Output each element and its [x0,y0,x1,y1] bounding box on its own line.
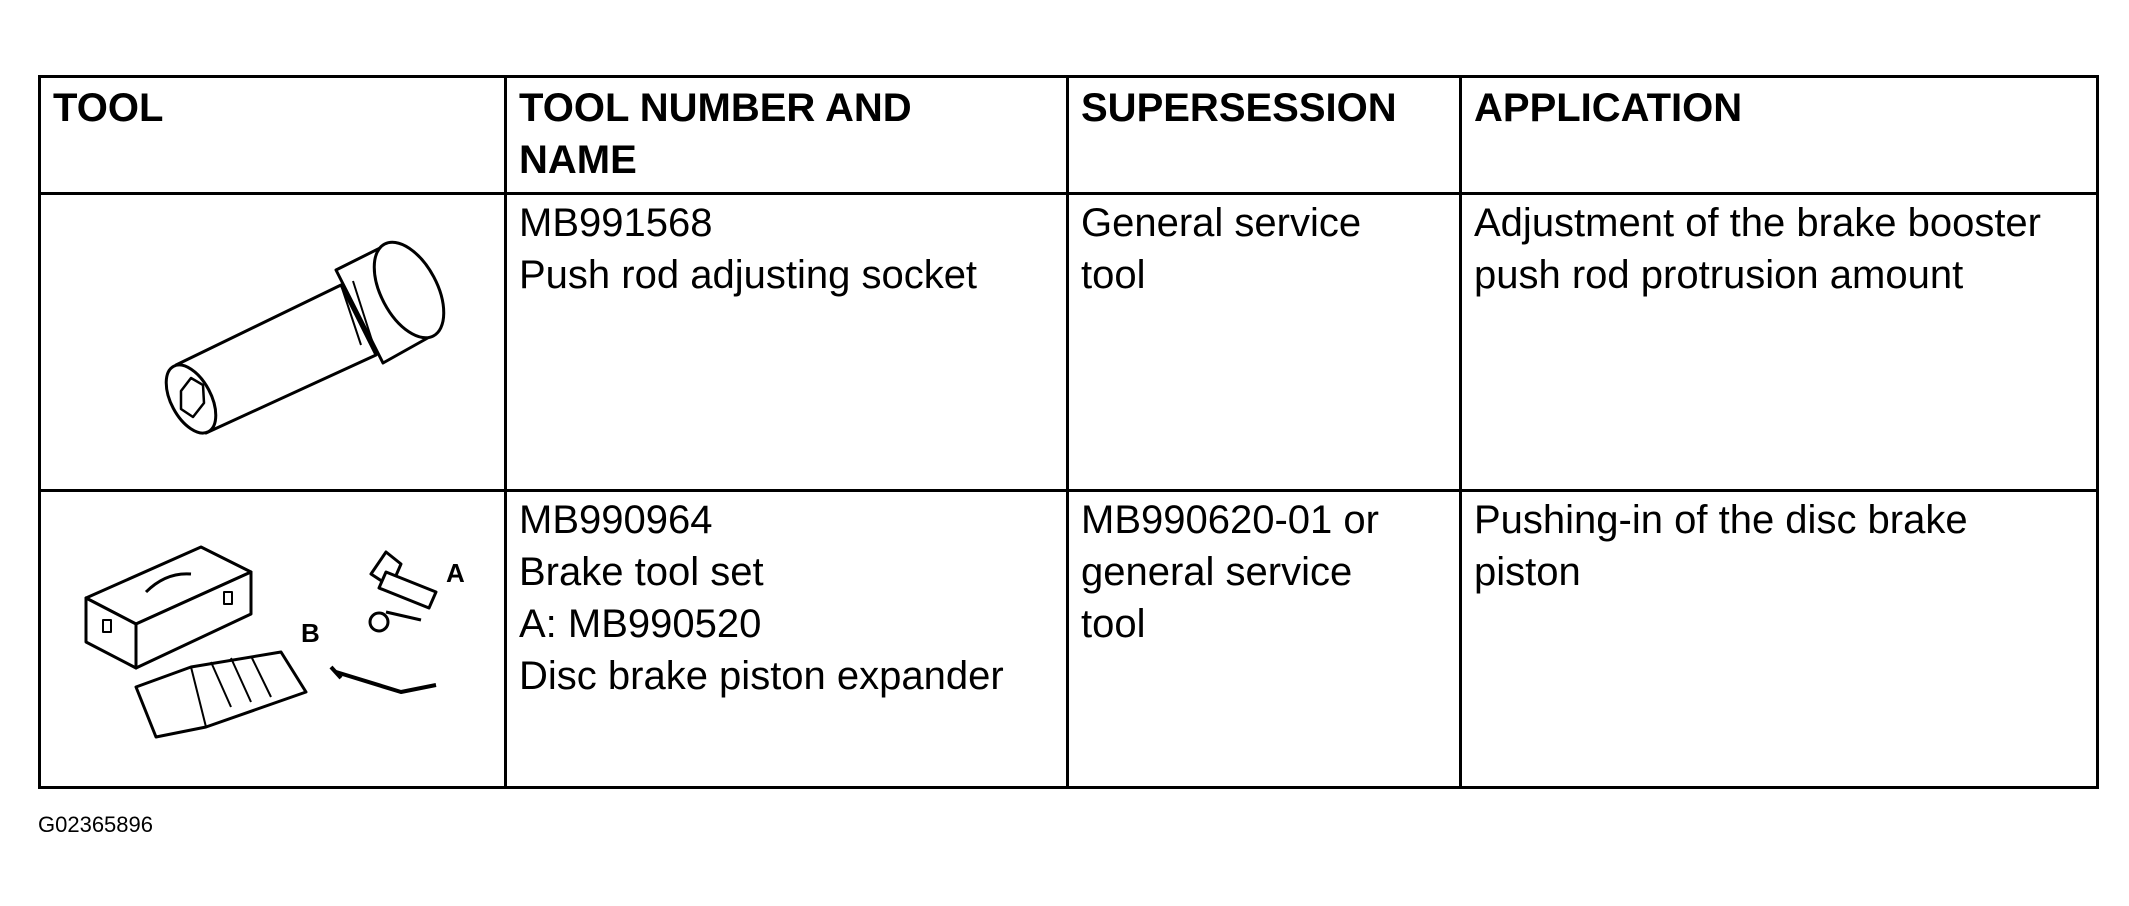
table-row [40,194,2098,490]
figure-id-caption: G02365896 [38,812,153,837]
supersession-cell: MB990620-01 or general service tool [1068,490,1461,787]
header-tool-number-and-name: TOOL NUMBER AND NAME [506,77,1068,194]
special-tools-table [38,75,2099,789]
tool-image-cell [40,490,506,787]
callout-a: A [446,557,465,588]
application-cell: Adjustment of the brake booster push rod protrusion amount [1461,194,2098,490]
header-row [40,77,2098,194]
tool-image-cell [40,194,506,490]
application-cell: Pushing-in of the disc brake piston [1461,490,2098,787]
tool-number-name-cell: MB990964 Brake tool set A: MB990520 Disc brake piston expander [506,490,1068,787]
header-tool: TOOL [40,77,506,194]
tool-number-name-cell: MB991568 Push rod adjusting socket [506,194,1068,490]
brake-tool-set-icon [41,492,507,789]
header-supersession: SUPERSESSION [1068,77,1461,194]
push-rod-socket-icon [41,195,507,491]
supersession-cell: General service tool [1068,194,1461,490]
table-row [40,490,2098,787]
callout-b: B [301,617,320,648]
header-application: APPLICATION [1461,77,2098,194]
